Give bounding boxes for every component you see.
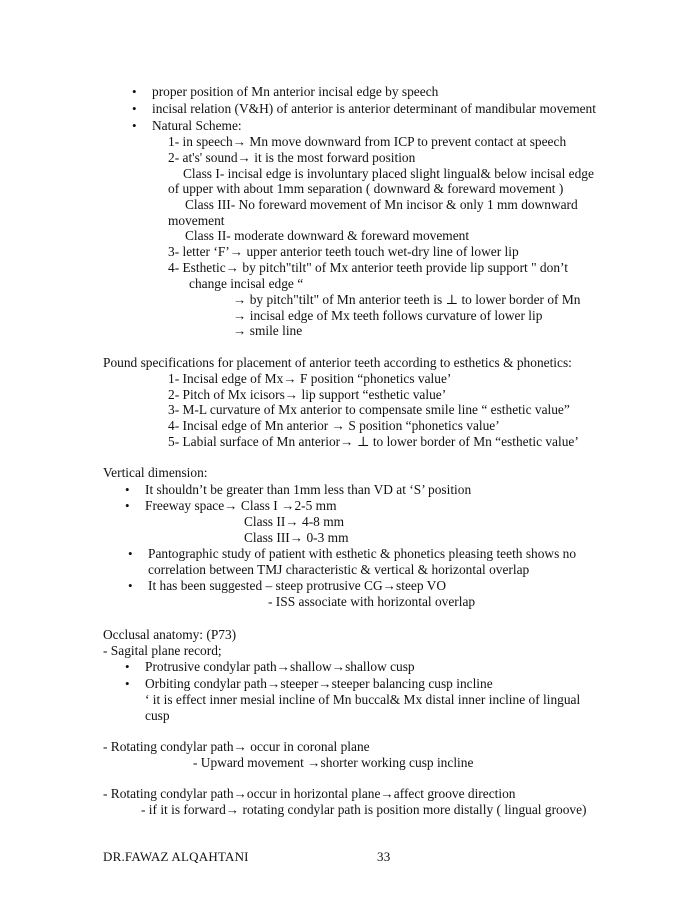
scheme-line: 1- in speech→ Mn move downward from ICP to prevent contact at speech bbox=[168, 134, 567, 149]
list-item: 4- Incisal edge of Mn anterior → S position “phonetics value’ bbox=[168, 418, 500, 433]
page-number: 33 bbox=[377, 849, 391, 864]
bullet-item: • Orbiting condylar path→steeper→steeper balancing cusp incline bbox=[145, 676, 493, 692]
bullet-item: • Freeway space→ Class I →2-5 mm bbox=[145, 498, 337, 514]
list-item: 3- M-L curvature of Mx anterior to compensate smile line “ esthetic value” bbox=[168, 402, 570, 417]
bullet-item: • Natural Scheme: bbox=[152, 118, 242, 134]
section-heading: Pound specifications for placement of anterior teeth according to esthetics & phonetics: bbox=[103, 355, 572, 370]
scheme-line: → incisal edge of Mx teeth follows curvature of lower lip bbox=[233, 308, 543, 323]
text-line: - Sagital plane record; bbox=[103, 643, 222, 658]
bullet-item: • It shouldn’t be greater than 1mm less than VD at ‘S’ position bbox=[145, 482, 471, 498]
bullet-item: • proper position of Mn anterior incisal edge by speech bbox=[152, 84, 438, 100]
scheme-line: Class III- No foreward movement of Mn incisor & only 1 mm downward bbox=[185, 197, 578, 212]
scheme-line: 4- Esthetic→ by pitch"tilt" of Mx anterior teeth provide lip support " don’t bbox=[168, 260, 568, 275]
section-heading: Vertical dimension: bbox=[103, 465, 208, 480]
text-line: Class II→ 4-8 mm bbox=[244, 514, 345, 529]
scheme-line: Class I- incisal edge is involuntary placed slight lingual& below incisal edge bbox=[183, 166, 594, 181]
scheme-line: movement bbox=[168, 213, 225, 228]
text-line: Class III→ 0-3 mm bbox=[244, 530, 349, 545]
text-line: ‘ it is effect inner mesial incline of Mn buccal& Mx distal inner incline of lingual bbox=[145, 692, 581, 707]
list-item: 5- Labial surface of Mn anterior→ ⊥ to lower border of Mn “esthetic value’ bbox=[168, 434, 579, 449]
bullet-item: • incisal relation (V&H) of anterior is anterior determinant of mandibular movement bbox=[152, 101, 596, 117]
scheme-line: → smile line bbox=[233, 323, 303, 338]
section-heading: Occlusal anatomy: (P73) bbox=[103, 627, 237, 642]
bullet-item: • Protrusive condylar path→shallow→shallow cusp bbox=[145, 659, 415, 675]
footer-author: DR.FAWAZ ALQAHTANI bbox=[103, 849, 249, 864]
bullet-item: • It has been suggested – steep protrusive CG→steep VO bbox=[148, 578, 446, 594]
text-line: - Rotating condylar path→ occur in coronal plane bbox=[103, 739, 370, 754]
scheme-line: → by pitch"tilt" of Mn anterior teeth is ⊥ to lower border of Mn bbox=[233, 292, 581, 307]
scheme-line: 3- letter ‘F’→ upper anterior teeth touch wet-dry line of lower lip bbox=[168, 244, 519, 259]
text-line: cusp bbox=[145, 708, 170, 723]
text-line: - if it is forward→ rotating condylar path is position more distally ( lingual groove) bbox=[141, 802, 587, 817]
text-line: - Upward movement →shorter working cusp incline bbox=[193, 755, 474, 770]
list-item: 1- Incisal edge of Mx→ F position “phonetics value’ bbox=[168, 371, 452, 386]
text-line: - ISS associate with horizontal overlap bbox=[268, 594, 476, 609]
text-line: correlation between TMJ characteristic & vertical & horizontal overlap bbox=[148, 562, 530, 577]
scheme-line: Class II- moderate downward & foreward movement bbox=[185, 228, 470, 243]
list-item: 2- Pitch of Mx icisors→ lip support “esthetic value’ bbox=[168, 387, 447, 402]
scheme-line: 2- at's' sound→ it is the most forward position bbox=[168, 150, 416, 165]
bullet-item: • Pantographic study of patient with esthetic & phonetics pleasing teeth shows no bbox=[148, 546, 576, 562]
scheme-line: change incisal edge “ bbox=[189, 276, 304, 291]
scheme-line: of upper with about 1mm separation ( downward & foreward movement ) bbox=[168, 181, 564, 196]
text-line: - Rotating condylar path→occur in horizontal plane→affect groove direction bbox=[103, 786, 516, 801]
